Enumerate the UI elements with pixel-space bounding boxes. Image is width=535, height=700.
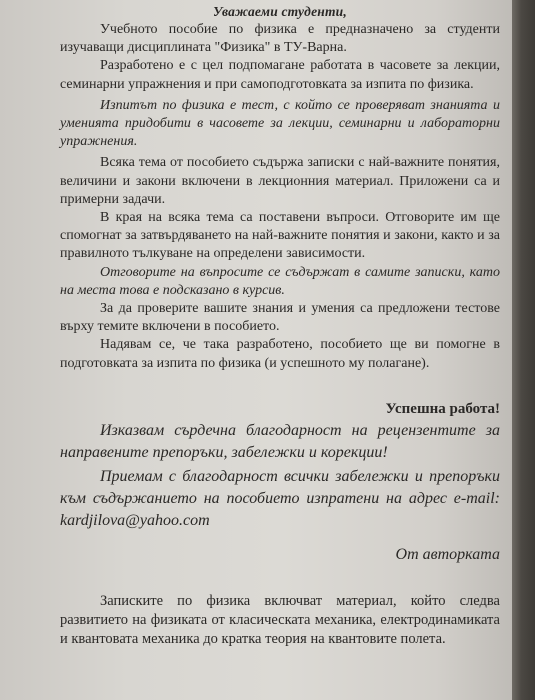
book-gutter <box>512 0 535 700</box>
success-wish: Успешна работа! <box>385 400 500 417</box>
greeting-title: Уважаеми студенти, <box>213 4 347 19</box>
paragraph-hope: Надявам се, че така разработено, пособието ще ви помогне в подготовката за изпита по физика (и успешното му полагане). <box>60 337 500 371</box>
paragraph-purpose: Учебното пособие по физика е предназначено за студенти изучаващи дисциплината "Физика" в ТУ-Варна. <box>60 22 500 56</box>
author-signature: От авторката <box>395 545 500 563</box>
paragraph-answers-hint: Отговорите на въпросите се съдържат в самите записки, като на места това е подсказано в курсив. <box>60 264 500 298</box>
paragraph-questions: В края на всяка тема са поставени въпроси. Отговорите им ще спомогнат за затвърдяването на най-важните понятия и закони, както и за правилното тълкуване на определени зависимости. <box>60 210 500 262</box>
acknowledgement-reviewers: Изказвам сърдечна благодарност на рецензентите за направените препоръки, забележки и корекции! <box>60 421 500 461</box>
page-content <box>60 4 500 649</box>
paragraph-topics: Всяка тема от пособието съдържа записки с най-важните понятия, величини и закони включени в лекционния материал. Приложени са и примерни задачи. <box>60 155 500 207</box>
paragraph-tests: За да проверите вашите знания и умения са предложени тестове върху темите включени в пособието. <box>60 301 500 335</box>
acknowledgement-feedback: Приемам с благодарност всички забележки и препоръки към съдържанието на пособието изпратени на адрес e-mail: kardjilova@yahoo.com <box>60 467 500 529</box>
paragraph-exam: Изпитът по физика е тест, с който се проверяват знанията и уменията придобити в часовете за лекции, семинарни и лабораторни упражнения. <box>60 97 500 150</box>
paragraph-goal: Разработено е с цел подпомагане работата в часовете за лекции, семинарни упражнения и при самоподготовката за изпита по физика. <box>60 58 500 92</box>
paragraph-notes-scope: Записките по физика включват материал, който следва развитието на физиката от класическата механика, електродинамиката и квантовата механика до кратка теория на квантовите полета. <box>60 592 500 647</box>
